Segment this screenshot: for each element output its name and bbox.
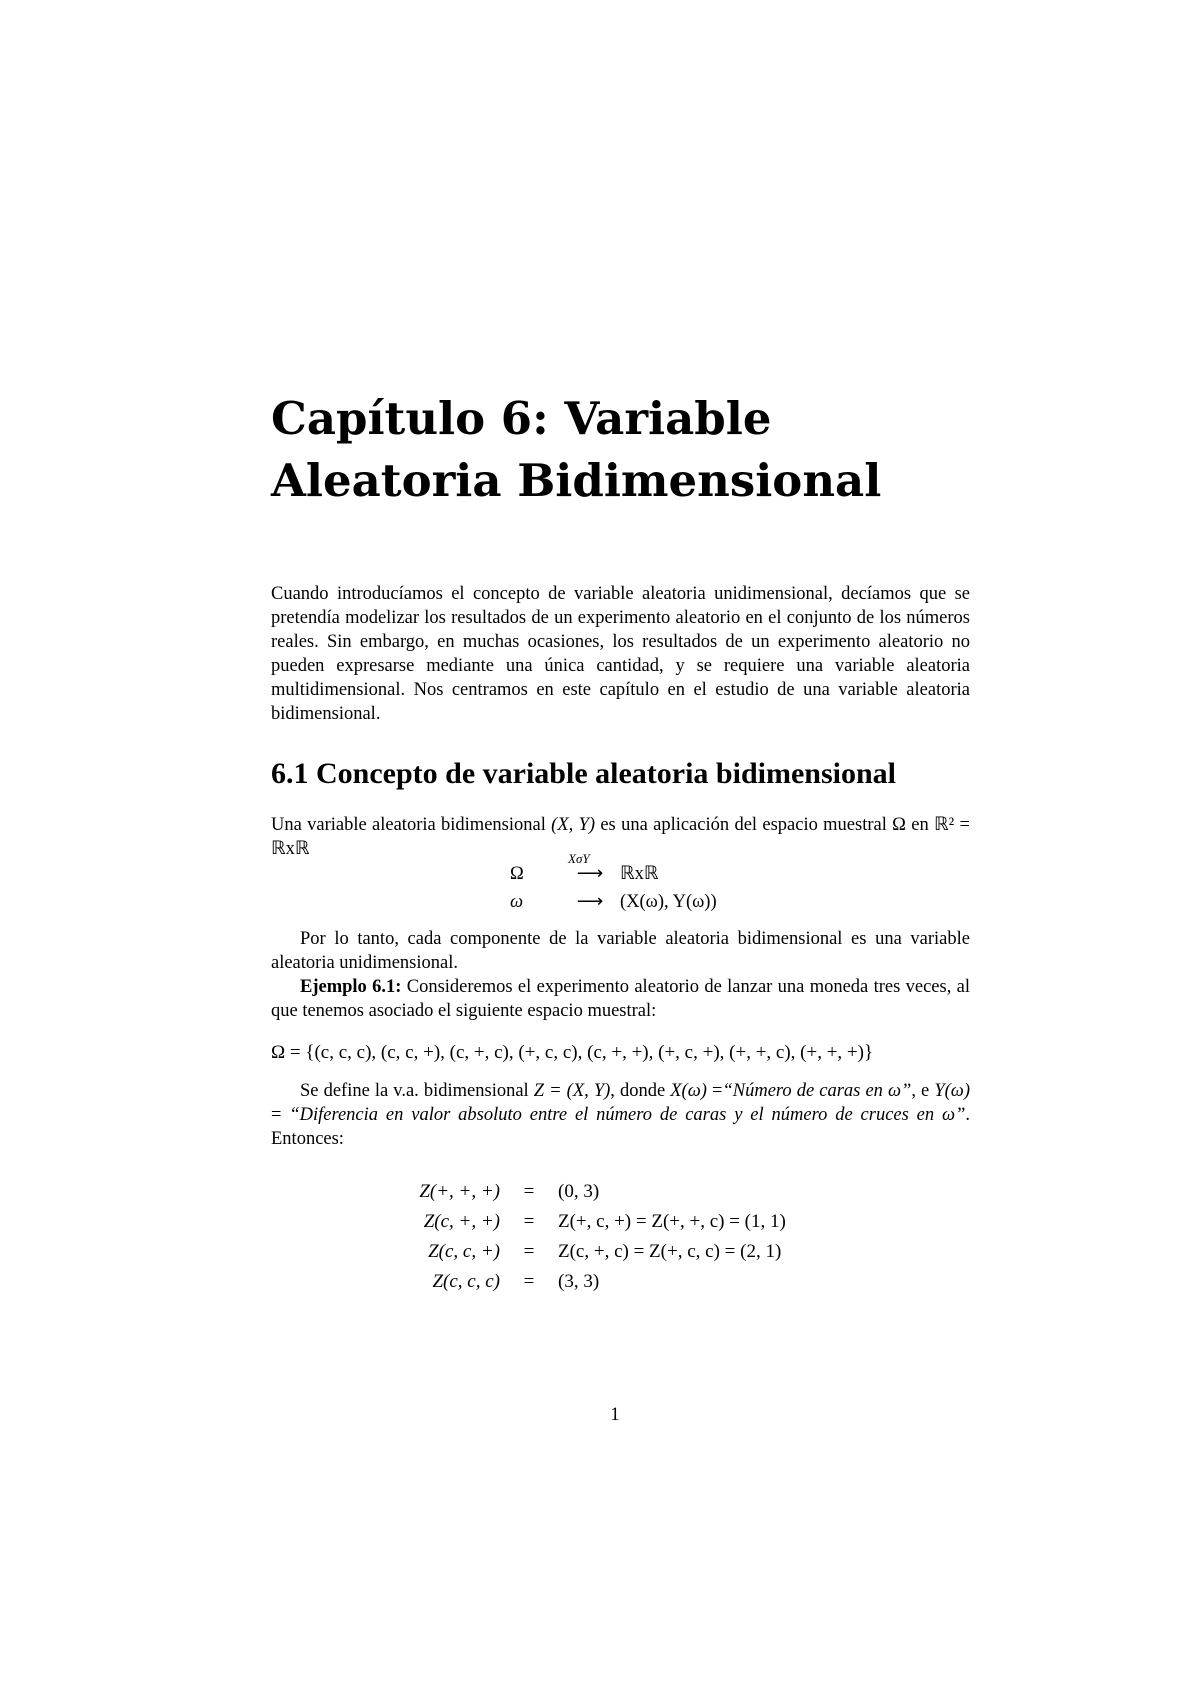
- va-text-6: . Entonces:: [271, 1105, 970, 1149]
- example-label: Ejemplo 6.1:: [300, 977, 402, 997]
- va-text-1: Se define la v.a. bidimensional: [300, 1081, 534, 1101]
- arrow-icon: ⟶: [576, 864, 604, 884]
- example-paragraph: [271, 975, 970, 1023]
- arrow-icon: ⟶: [576, 892, 604, 912]
- z-lhs: Z(c, +, +): [423, 1211, 500, 1232]
- mapping-arrow: [560, 851, 620, 886]
- paragraph-components: Por lo tanto, cada componente de la variable aleatoria bidimensional es una variable aleatoria unidimensional.: [271, 929, 970, 973]
- definition-xy: (X, Y): [551, 815, 596, 835]
- z-equation-row: [390, 1267, 786, 1297]
- intro-paragraph: Cuando introducíamos el concepto de variable aleatoria unidimensional, decíamos que se pretendía modelizar los resultados de un experimento aleatorio en el conjunto de los números reales. Sin embargo, en muchas ocasiones, los resultados de un experimento aleatorio no pueden expresarse mediante una única cantidad, y se requiere una variable aleatoria multidimensional. Nos centramos en este capítulo en el estudio de una variable aleatoria bidimensional.: [271, 584, 970, 724]
- mapping-image: (X(ω), Y(ω)): [620, 892, 717, 912]
- mapping-row: [510, 888, 770, 916]
- va-text-4: , e: [911, 1081, 935, 1101]
- sample-space-equation: Ω = {(c, c, c), (c, c, +), (c, +, c), (+, c, c), (c, +, +), (+, c, +), (+, +, c), (+, +, +)}: [271, 1042, 874, 1063]
- page-number: 1: [610, 1405, 620, 1425]
- va-y-meaning: “Diferencia en valor absoluto entre el número de caras y el número de cruces en ω”: [289, 1105, 966, 1125]
- va-x-of-omega: X(ω): [670, 1081, 707, 1101]
- definition-text-1: Una variable aleatoria bidimensional: [271, 815, 552, 835]
- mapping-codomain: ℝxℝ: [620, 864, 659, 884]
- z-equation-row: [390, 1207, 786, 1237]
- mapping-element: ω: [510, 892, 524, 912]
- va-x-meaning: “Número de caras en ω”: [722, 1081, 912, 1101]
- z-rhs: (0, 3): [558, 1181, 600, 1202]
- z-equation-row: [390, 1237, 786, 1267]
- z-equals: =: [523, 1271, 535, 1292]
- z-lhs: Z(+, +, +): [419, 1181, 500, 1202]
- va-z-def: Z = (X, Y): [533, 1081, 611, 1101]
- z-lhs: Z(c, c, +): [428, 1241, 500, 1262]
- va-y-of-omega: Y(ω): [934, 1081, 970, 1101]
- section-title: 6.1 Concepto de variable aleatoria bidimensional: [271, 757, 896, 790]
- z-equals: =: [523, 1211, 535, 1232]
- mapping-domain: Ω: [510, 864, 524, 884]
- va-text-3: =: [706, 1081, 723, 1101]
- z-lhs: Z(c, c, c): [432, 1271, 500, 1292]
- chapter-title-line2: Aleatoria Bidimensional: [271, 454, 882, 507]
- z-equals: =: [523, 1181, 535, 1202]
- mapping-display: [510, 851, 770, 916]
- z-equation-row: [390, 1177, 786, 1207]
- va-text-2: , donde: [610, 1081, 671, 1101]
- va-text-5: =: [271, 1105, 290, 1125]
- definition-text-2: es una aplicación del espacio muestral: [595, 815, 893, 835]
- definition-r2: ℝ² = ℝxℝ: [271, 815, 970, 859]
- mapping-row: [510, 851, 770, 888]
- z-equations: [390, 1177, 786, 1297]
- chapter-title: [271, 388, 991, 512]
- definition-text-3: en: [905, 815, 935, 835]
- definition-omega: Ω: [892, 815, 906, 835]
- chapter-title-line1: Capítulo 6: Variable: [271, 392, 772, 445]
- va-definition-paragraph: [271, 1079, 970, 1151]
- z-rhs: (3, 3): [558, 1271, 600, 1292]
- definition-paragraph: [271, 813, 970, 861]
- z-rhs: Z(+, c, +) = Z(+, +, c) = (1, 1): [558, 1211, 786, 1232]
- mapping-arrow-label: XσY: [568, 851, 590, 866]
- z-equals: =: [523, 1241, 535, 1262]
- example-text: Consideremos el experimento aleatorio de lanzar una moneda tres veces, al que tenemos asociado el siguiente espacio muestral:: [271, 977, 970, 1021]
- z-rhs: Z(c, +, c) = Z(+, c, c) = (2, 1): [558, 1241, 782, 1262]
